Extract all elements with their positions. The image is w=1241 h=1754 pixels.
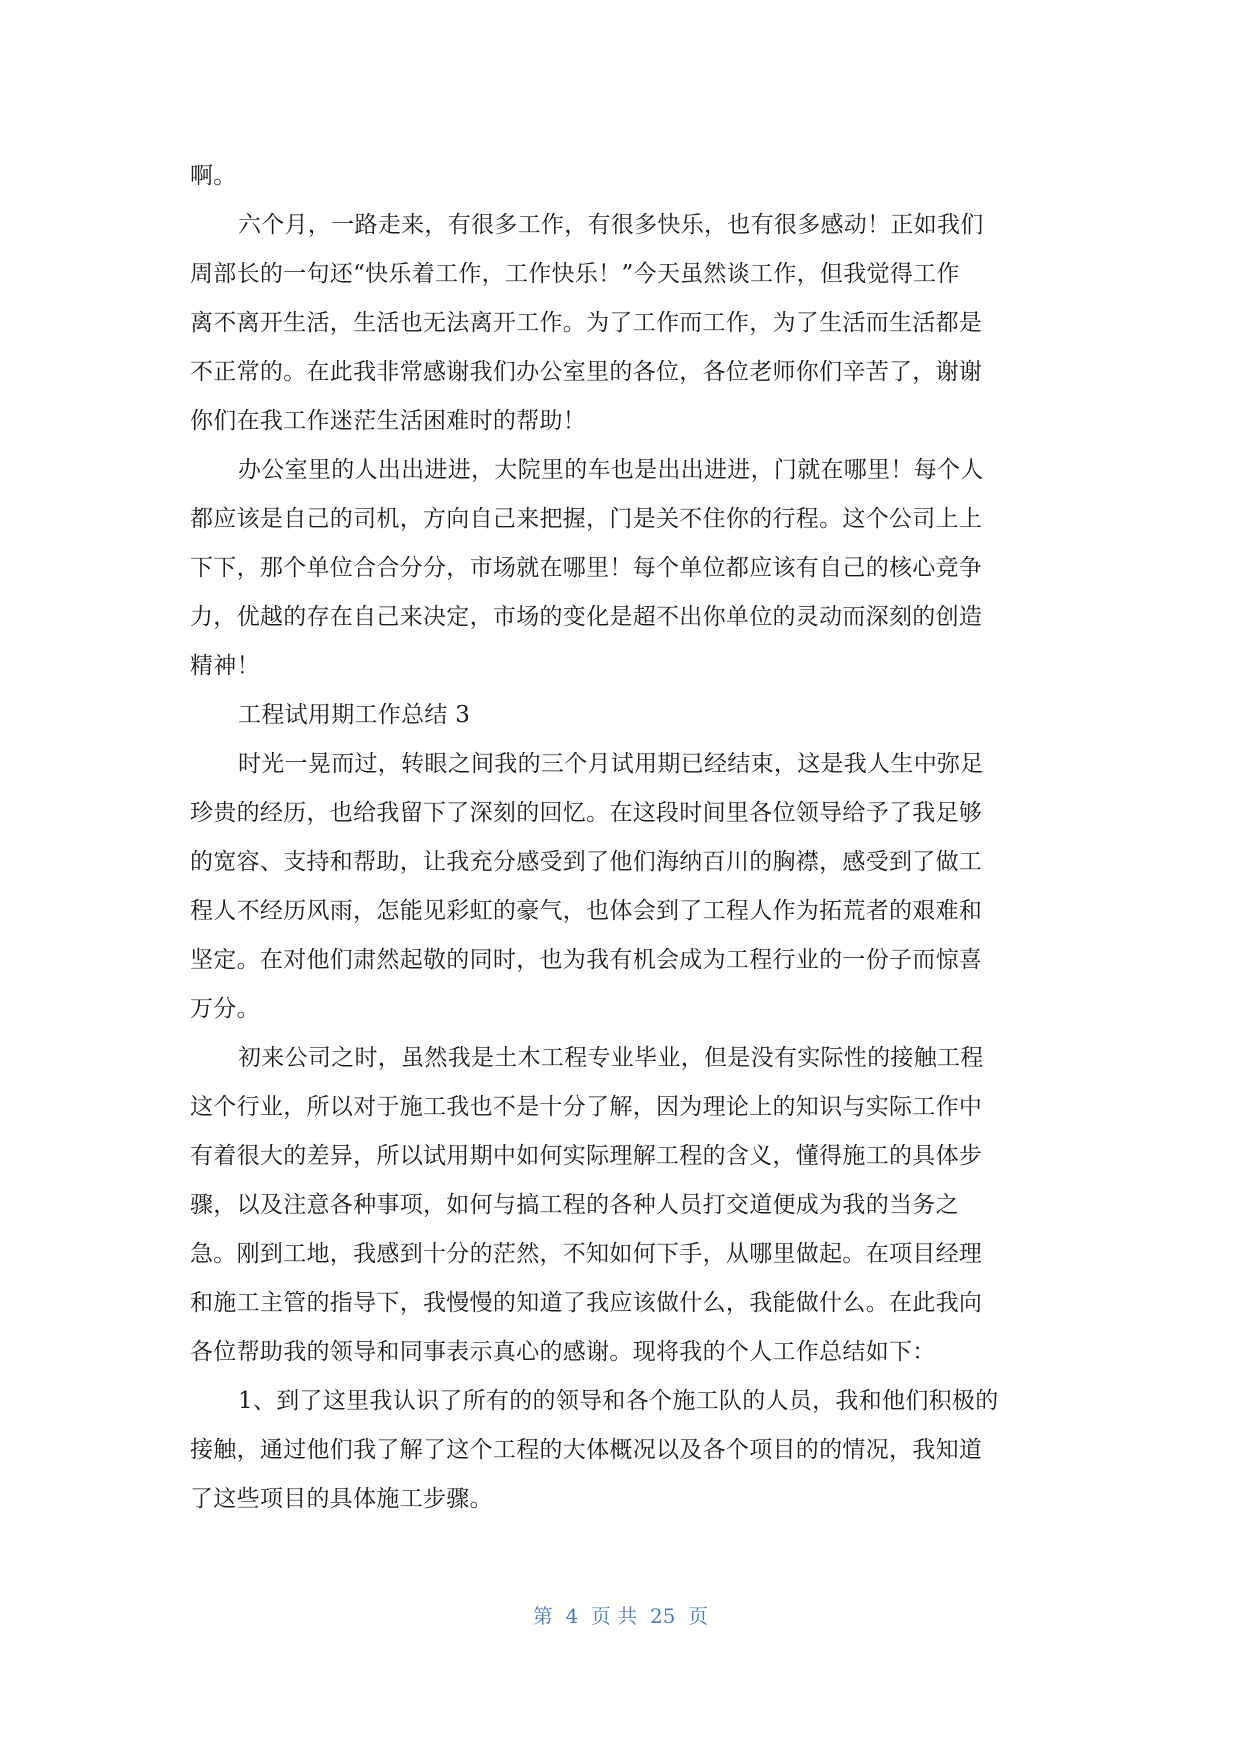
paragraph-first-line: 1、到了这里我认识了所有的的领导和各个施工队的人员，我和他们积极的: [238, 1388, 999, 1414]
section-heading: 工程试用期工作总结 3: [238, 702, 471, 728]
text-line: 你们在我工作迷茫生活困难时的帮助！: [190, 408, 587, 434]
text-line: 都应该是自己的司机，方向自己来把握，门是关不住你的行程。这个公司上上: [190, 506, 983, 532]
text-line: 珍贵的经历，也给我留下了深刻的回忆。在这段时间里各位领导给予了我足够: [190, 800, 983, 826]
text-line: 万分。: [190, 996, 260, 1022]
paragraph-first-line: 时光一晃而过，转眼之间我的三个月试用期已经结束，这是我人生中弥足: [238, 751, 984, 777]
paragraph-first-line: 办公室里的人出出进进，大院里的车也是出出进进，门就在哪里！每个人: [238, 457, 984, 483]
text-line: 力，优越的存在自己来决定，市场的变化是超不出你单位的灵动而深刻的创造: [190, 604, 983, 630]
text-line: 骤，以及注意各种事项，如何与搞工程的各种人员打交道便成为我的当务之: [190, 1192, 959, 1218]
text-line: 啊。: [190, 163, 237, 189]
text-line: 程人不经历风雨，怎能见彩虹的豪气，也体会到了工程人作为拓荒者的艰难和: [190, 898, 983, 924]
page-number-footer: 第 4 页 共 25 页: [532, 1604, 709, 1628]
text-line: 离不离开生活，生活也无法离开工作。为了工作而工作，为了生活而生活都是: [190, 310, 983, 336]
text-line: 不正常的。在此我非常感谢我们办公室里的各位，各位老师你们辛苦了，谢谢: [190, 359, 983, 385]
paragraph-first-line: 六个月，一路走来，有很多工作，有很多快乐，也有很多感动！正如我们: [238, 212, 984, 238]
text-line: 了这些项目的具体施工步骤。: [190, 1486, 493, 1512]
text-line: 急。刚到工地，我感到十分的茫然，不知如何下手，从哪里做起。在项目经理: [190, 1241, 983, 1267]
text-line: 精神！: [190, 653, 260, 679]
text-line: 的宽容、支持和帮助，让我充分感受到了他们海纳百川的胸襟，感受到了做工: [190, 849, 983, 875]
paragraph-first-line: 初来公司之时，虽然我是土木工程专业毕业，但是没有实际性的接触工程: [238, 1045, 984, 1071]
text-line: 各位帮助我的领导和同事表示真心的感谢。现将我的个人工作总结如下：: [190, 1339, 936, 1365]
text-line: 这个行业，所以对于施工我也不是十分了解，因为理论上的知识与实际工作中: [190, 1094, 983, 1120]
text-line: 接触，通过他们我了解了这个工程的大体概况以及各个项目的的情况，我知道: [190, 1437, 983, 1463]
text-line: 坚定。在对他们肃然起敬的同时，也为我有机会成为工程行业的一份子而惊喜: [190, 947, 983, 973]
text-line: 有着很大的差异，所以试用期中如何实际理解工程的含义，懂得施工的具体步: [190, 1143, 983, 1169]
text-line: 周部长的一句还“快乐着工作，工作快乐！”今天虽然谈工作，但我觉得工作: [190, 261, 960, 287]
text-line: 和施工主管的指导下，我慢慢的知道了我应该做什么，我能做什么。在此我向: [190, 1290, 983, 1316]
text-line: 下下，那个单位合合分分，市场就在哪里！每个单位都应该有自己的核心竞争: [190, 555, 983, 581]
